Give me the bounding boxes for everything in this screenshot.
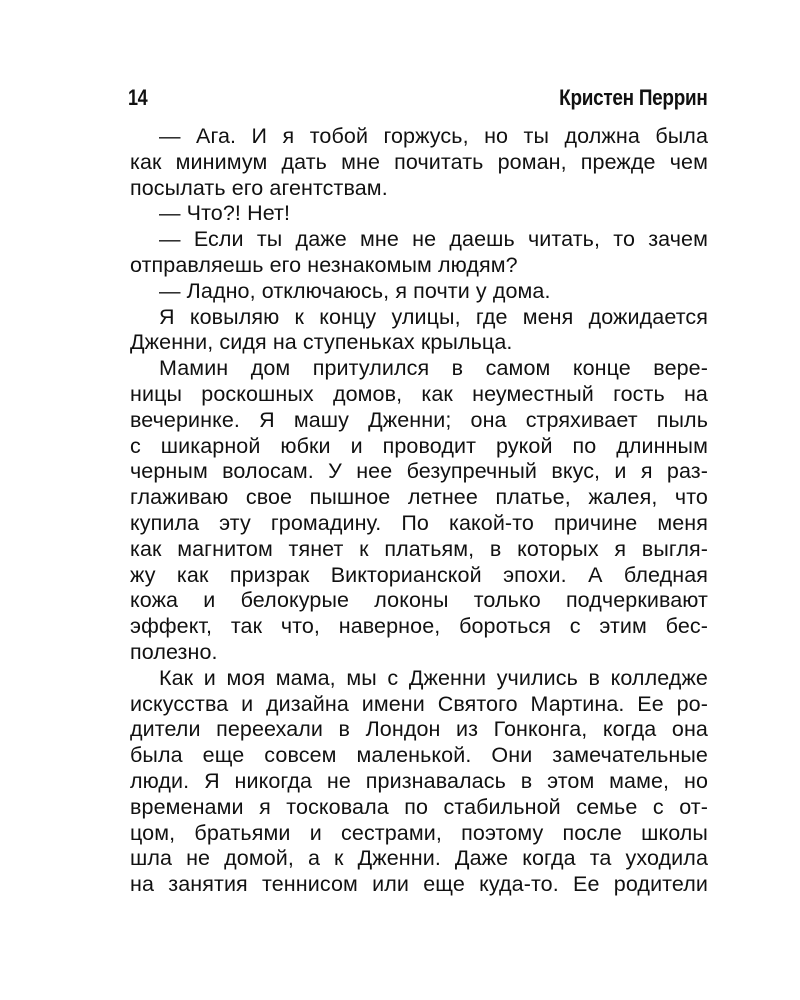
body-text [130,124,708,898]
text-line: Дженни, сидя на ступеньках крыльца. [130,330,513,355]
text-line: дители переехали в Лондон из Гонконга, когда она [130,717,708,742]
text-line: ницы роскошных домов, как неуместный гость на [130,381,708,406]
text-line: жу как призрак Викторианской эпохи. А бледная [130,562,708,587]
running-header [128,83,708,113]
text-line: глаживаю свое пышное летнее платье, жалея, что [130,485,708,510]
text-line: Как и моя мама, мы с Дженни учились в колледже [159,665,708,690]
text-line: Мамин дом притулился в самом конце вере- [159,356,708,381]
text-line: — Ладно, отключаюсь, я почти у дома. [159,278,551,303]
running-author: Кристен Перрин [559,85,708,110]
text-line: посылать его агентствам. [130,175,388,200]
text-line: — Что?! Нет! [159,201,291,226]
page-number: 14 [128,85,148,110]
text-line: люди. Я никогда не признавалась в этом маме, но [130,768,708,793]
text-line: купила эту громадину. По какой-то причине меня [130,510,708,535]
text-line: как минимум дать мне почитать роман, прежде чем [130,149,708,174]
text-line: на занятия теннисом или еще куда-то. Ее родители [130,872,708,897]
text-line: как магнитом тянет к платьям, в которых я выгля- [130,536,708,561]
text-line: черным волосам. У нее безупречный вкус, и я раз- [130,459,708,484]
text-line: вечеринке. Я машу Дженни; она стряхивает пыль [130,407,708,432]
text-line: шла не домой, а к Дженни. Даже когда та уходила [130,846,708,871]
text-line: — Если ты даже мне не даешь читать, то зачем [159,227,708,252]
text-line: отправляешь его незнакомым людям? [130,252,518,277]
text-line: с шикарной юбки и проводит рукой по длинным [130,433,708,458]
text-line: временами я тосковала по стабильной семье с от- [130,794,708,819]
text-line: Я ковыляю к концу улицы, где меня дожидается [159,304,708,329]
text-line: — Ага. И я тобой горжусь, но ты должна была [159,124,708,148]
text-line: кожа и белокурые локоны только подчеркивают [130,588,708,613]
text-line: эффект, так что, наверное, бороться с этим бес- [130,614,708,639]
text-line: цом, братьями и сестрами, поэтому после школы [130,820,708,845]
text-line: искусства и дизайна имени Святого Мартина. Ее ро- [130,691,708,716]
text-line: полезно. [130,639,218,664]
text-line: была еще совсем маленькой. Они замечательные [130,743,708,768]
